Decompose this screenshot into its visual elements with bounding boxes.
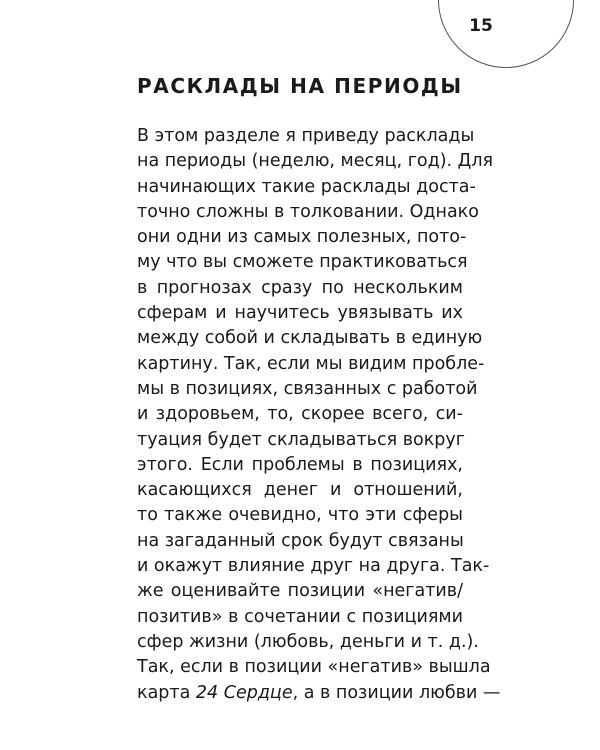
text-line: касающихся денег и отношений, xyxy=(137,480,463,501)
text-line-last xyxy=(137,681,501,706)
text-line: в прогнозах сразу по нескольким xyxy=(137,277,463,298)
text-line: картину. Так, если мы видим пробле- xyxy=(137,353,485,374)
text-line: и окажут влияние друг на друга. Так- xyxy=(137,556,490,577)
text-line: сфер жизни (любовь, деньги и т. д.). xyxy=(137,631,479,652)
body-paragraph xyxy=(137,124,501,706)
text-line: Так, если в позиции «негатив» вышла xyxy=(137,657,491,678)
text-line: и здоровьем, то, скорее всего, си- xyxy=(137,404,463,425)
text-fragment: карта xyxy=(137,682,191,703)
text-line: между собой и складывать в единую xyxy=(137,328,483,349)
text-line: В этом разделе я приведу расклады xyxy=(137,126,475,146)
text-line: сферам и научитесь увязывать их xyxy=(137,303,463,324)
text-line: на периоды (неделю, месяц, год). Для xyxy=(137,151,494,172)
card-name-emphasis: 24 Сердце xyxy=(195,682,293,703)
text-line: то также очевидно, что эти сферы xyxy=(137,505,463,526)
text-fragment: , а в позиции любви — xyxy=(292,682,501,703)
text-line: они одни из самых полезных, пото- xyxy=(137,227,467,248)
text-line: этого. Если проблемы в позициях, xyxy=(137,454,463,475)
text-line: точно сложны в толковании. Однако xyxy=(137,201,479,222)
page-number: 15 xyxy=(469,16,493,36)
text-line: туация будет складываться вокруг xyxy=(137,429,465,450)
text-line: му что вы сможете практиковаться xyxy=(137,252,468,273)
text-line: на загаданный срок будут связаны xyxy=(137,530,464,551)
text-line: мы в позициях, связанных с работой xyxy=(137,378,478,399)
text-line: позитив» в сочетании с позициями xyxy=(137,606,463,627)
text-line: начинающих такие расклады доста- xyxy=(137,176,476,197)
text-line: же оценивайте позиции «негатив/ xyxy=(137,581,463,602)
section-heading: РАСКЛАДЫ НА ПЕРИОДЫ xyxy=(137,74,463,98)
